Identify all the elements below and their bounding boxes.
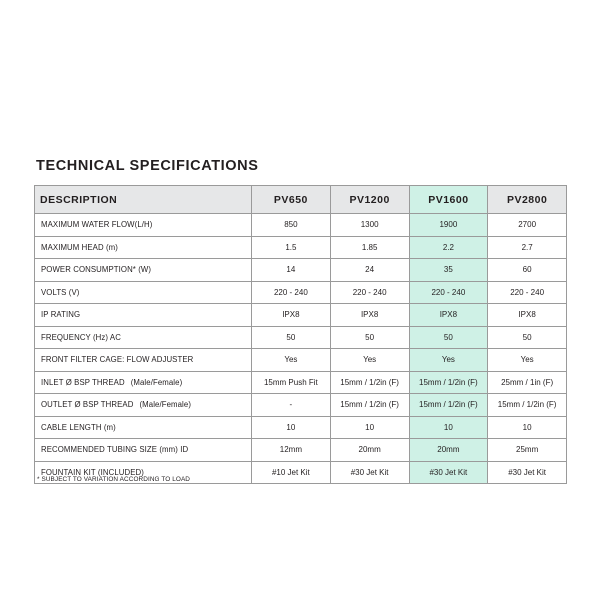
- table-row: [35, 394, 567, 417]
- table-header: [35, 186, 567, 214]
- spec-value-cell-highlighted: 50: [409, 326, 488, 349]
- spec-value-cell: 12mm: [252, 439, 331, 462]
- row-label: MAXIMUM HEAD (m): [41, 242, 118, 252]
- row-description: [35, 281, 252, 304]
- spec-value-cell-highlighted: #30 Jet Kit: [409, 461, 488, 484]
- row-description: [35, 214, 252, 237]
- row-label: OUTLET Ø BSP THREAD: [41, 400, 134, 410]
- row-label: IP RATING: [41, 310, 81, 320]
- spec-value-cell: -: [252, 394, 331, 417]
- row-description: [35, 371, 252, 394]
- spec-value-cell: 14: [252, 259, 331, 282]
- row-label: FOUNTAIN KIT (INCLUDED): [41, 467, 144, 477]
- spec-value-cell: #10 Jet Kit: [252, 461, 331, 484]
- spec-value-cell: #30 Jet Kit: [330, 461, 409, 484]
- row-description: [35, 326, 252, 349]
- spec-value-cell-highlighted: 35: [409, 259, 488, 282]
- row-description: [35, 349, 252, 372]
- table-row: [35, 281, 567, 304]
- spec-value-cell: 15mm Push Fit: [252, 371, 331, 394]
- row-description: [35, 394, 252, 417]
- spec-value-cell: 220 - 240: [488, 281, 567, 304]
- model-column-header-highlighted: PV1600: [409, 186, 488, 214]
- spec-value-cell-highlighted: 15mm / 1/2in (F): [409, 371, 488, 394]
- spec-value-cell: 10: [330, 416, 409, 439]
- spec-value-cell: 1.5: [252, 236, 331, 259]
- header-row: [35, 186, 567, 214]
- row-label: INLET Ø BSP THREAD: [41, 377, 125, 387]
- spec-value-cell: 2.7: [488, 236, 567, 259]
- row-description: [35, 236, 252, 259]
- spec-value-cell: 25mm / 1in (F): [488, 371, 567, 394]
- spec-value-cell-highlighted: Yes: [409, 349, 488, 372]
- table-row: [35, 371, 567, 394]
- spec-value-cell: 220 - 240: [330, 281, 409, 304]
- spec-value-cell: 50: [488, 326, 567, 349]
- table-row: [35, 214, 567, 237]
- spec-value-cell-highlighted: 220 - 240: [409, 281, 488, 304]
- row-label: RECOMMENDED TUBING SIZE (mm) ID: [41, 445, 189, 455]
- table-row: [35, 326, 567, 349]
- table-row: [35, 259, 567, 282]
- spec-value-cell: 24: [330, 259, 409, 282]
- row-description: [35, 259, 252, 282]
- row-label: FRONT FILTER CAGE: FLOW ADJUSTER: [41, 355, 194, 365]
- table-row: [35, 439, 567, 462]
- spec-value-cell: 50: [252, 326, 331, 349]
- spec-value-cell: 15mm / 1/2in (F): [330, 394, 409, 417]
- table-row: [35, 349, 567, 372]
- spec-value-cell-highlighted: 15mm / 1/2in (F): [409, 394, 488, 417]
- row-description: [35, 304, 252, 327]
- description-column-header: DESCRIPTION: [35, 186, 252, 214]
- spec-value-cell: IPX8: [252, 304, 331, 327]
- spec-value-cell: Yes: [252, 349, 331, 372]
- spec-value-cell: 10: [488, 416, 567, 439]
- row-description: [35, 416, 252, 439]
- row-description: [35, 439, 252, 462]
- table-row: [35, 416, 567, 439]
- footnote: * SUBJECT TO VARIATION ACCORDING TO LOAD: [37, 476, 191, 483]
- spec-value-cell-highlighted: 10: [409, 416, 488, 439]
- spec-value-cell-highlighted: 20mm: [409, 439, 488, 462]
- spec-value-cell-highlighted: 2.2: [409, 236, 488, 259]
- row-label-note: (Male/Female): [139, 400, 192, 410]
- spec-value-cell: 10: [252, 416, 331, 439]
- spec-value-cell: 60: [488, 259, 567, 282]
- row-label: CABLE LENGTH (m): [41, 422, 116, 432]
- spec-value-cell: IPX8: [488, 304, 567, 327]
- spec-value-cell-highlighted: IPX8: [409, 304, 488, 327]
- spec-value-cell: 1300: [330, 214, 409, 237]
- table-row: [35, 236, 567, 259]
- spec-value-cell: 2700: [488, 214, 567, 237]
- row-label: MAXIMUM WATER FLOW(L/H): [41, 220, 153, 230]
- row-label: POWER CONSUMPTION* (W): [41, 265, 152, 275]
- spec-value-cell: 25mm: [488, 439, 567, 462]
- spec-value-cell: 15mm / 1/2in (F): [488, 394, 567, 417]
- spec-value-cell: Yes: [330, 349, 409, 372]
- specifications-table: [34, 185, 567, 484]
- row-label: FREQUENCY (Hz) AC: [41, 332, 121, 342]
- spec-value-cell: IPX8: [330, 304, 409, 327]
- spec-value-cell: 850: [252, 214, 331, 237]
- row-label: VOLTS (V): [41, 287, 80, 297]
- spec-value-cell: 15mm / 1/2in (F): [330, 371, 409, 394]
- model-column-header: PV2800: [488, 186, 567, 214]
- table-body: [35, 214, 567, 484]
- table-row: [35, 304, 567, 327]
- spec-value-cell: 1.85: [330, 236, 409, 259]
- spec-value-cell: 20mm: [330, 439, 409, 462]
- page-title: TECHNICAL SPECIFICATIONS: [36, 158, 259, 174]
- spec-value-cell: #30 Jet Kit: [488, 461, 567, 484]
- model-column-header: PV650: [252, 186, 331, 214]
- spec-value-cell-highlighted: 1900: [409, 214, 488, 237]
- row-label-note: (Male/Female): [130, 377, 183, 387]
- spec-value-cell: 220 - 240: [252, 281, 331, 304]
- spec-value-cell: Yes: [488, 349, 567, 372]
- spec-value-cell: 50: [330, 326, 409, 349]
- model-column-header: PV1200: [330, 186, 409, 214]
